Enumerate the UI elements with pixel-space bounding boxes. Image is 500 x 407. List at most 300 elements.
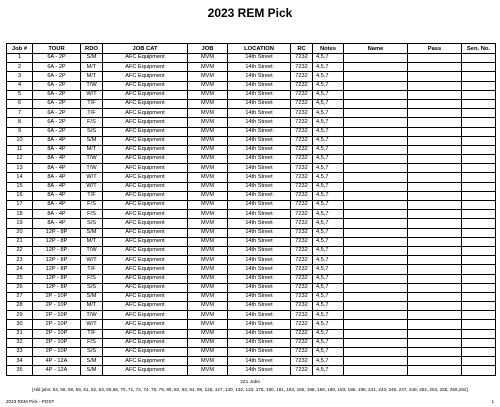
cell-name (344, 265, 408, 274)
cell-pass (408, 81, 462, 90)
cell-rc: 7232 (291, 256, 313, 265)
cell-tour: 2P - 10P (33, 302, 81, 311)
cell-name (344, 292, 408, 301)
column-header-sen-no: Sen. No. (462, 44, 496, 54)
cell-rc: 7232 (291, 63, 313, 72)
cell-tour: 12P - 8P (33, 228, 81, 237)
cell-location: 14th Street (228, 99, 291, 108)
table-row (7, 283, 496, 292)
cell-sen-no (462, 348, 496, 357)
cell-name (344, 164, 408, 173)
cell-rdo: F/S (81, 118, 103, 127)
cell-name (344, 201, 408, 210)
cell-job-number: 15 (7, 182, 33, 191)
table-row (7, 302, 496, 311)
cell-job: MVM (188, 182, 228, 191)
cell-rdo: F/S (81, 338, 103, 347)
cell-pass (408, 118, 462, 127)
job-count: 221 Jobs (240, 380, 260, 385)
cell-sen-no (462, 191, 496, 200)
cell-name (344, 348, 408, 357)
cell-job: MVM (188, 228, 228, 237)
table-row (7, 136, 496, 145)
cell-location: 14th Street (228, 54, 291, 63)
cell-job-number: 22 (7, 246, 33, 255)
table-row (7, 72, 496, 81)
cell-job-number: 5 (7, 90, 33, 99)
cell-job: MVM (188, 302, 228, 311)
cell-rc: 7232 (291, 173, 313, 182)
table-row (7, 357, 496, 366)
cell-notes: 4,5,7 (313, 118, 344, 127)
cell-rc: 7232 (291, 145, 313, 154)
cell-rdo: S/M (81, 357, 103, 366)
cell-location: 14th Street (228, 109, 291, 118)
cell-pass (408, 145, 462, 154)
cell-sen-no (462, 274, 496, 283)
cell-rdo: T/F (81, 99, 103, 108)
cell-name (344, 99, 408, 108)
cell-rc: 7232 (291, 210, 313, 219)
cell-job-number: 28 (7, 302, 33, 311)
cell-job-cat: AFC Equipment (103, 54, 188, 63)
cell-sen-no (462, 63, 496, 72)
cell-job-cat: AFC Equipment (103, 90, 188, 99)
cell-notes: 4,5,7 (313, 237, 344, 246)
cell-name (344, 155, 408, 164)
cell-sen-no (462, 155, 496, 164)
cell-sen-no (462, 54, 496, 63)
cell-job: MVM (188, 246, 228, 255)
cell-pass (408, 265, 462, 274)
cell-tour: 8A - 4P (33, 145, 81, 154)
cell-rdo: S/S (81, 127, 103, 136)
cell-notes: 4,5,7 (313, 201, 344, 210)
cell-location: 14th Street (228, 357, 291, 366)
cell-name (344, 256, 408, 265)
cell-notes: 4,5,7 (313, 311, 344, 320)
cell-rdo: T/W (81, 311, 103, 320)
cell-name (344, 145, 408, 154)
cell-location: 14th Street (228, 265, 291, 274)
cell-job-number: 19 (7, 219, 33, 228)
cell-pass (408, 127, 462, 136)
cell-job: MVM (188, 311, 228, 320)
cell-rc: 7232 (291, 136, 313, 145)
cell-rdo: W/T (81, 173, 103, 182)
cell-sen-no (462, 136, 496, 145)
cell-job-number: 17 (7, 201, 33, 210)
cell-notes: 4,5,7 (313, 246, 344, 255)
cell-name (344, 246, 408, 255)
cell-pass (408, 173, 462, 182)
cell-job-cat: AFC Equipment (103, 81, 188, 90)
cell-rc: 7232 (291, 274, 313, 283)
cell-job-number: 1 (7, 54, 33, 63)
cell-job-cat: AFC Equipment (103, 219, 188, 228)
cell-pass (408, 320, 462, 329)
cell-job-number: 26 (7, 283, 33, 292)
cell-tour: 6A - 2P (33, 127, 81, 136)
cell-job-cat: AFC Equipment (103, 292, 188, 301)
table-row (7, 246, 496, 255)
cell-job: MVM (188, 191, 228, 200)
cell-job-number: 4 (7, 81, 33, 90)
cell-job-number: 30 (7, 320, 33, 329)
cell-job-number: 34 (7, 357, 33, 366)
cell-rc: 7232 (291, 320, 313, 329)
table-row (7, 109, 496, 118)
cell-job-number: 20 (7, 228, 33, 237)
cell-notes: 4,5,7 (313, 292, 344, 301)
cell-name (344, 274, 408, 283)
cell-job-number: 18 (7, 210, 33, 219)
cell-pass (408, 109, 462, 118)
cell-sen-no (462, 118, 496, 127)
cell-job: MVM (188, 219, 228, 228)
table-row (7, 81, 496, 90)
cell-rdo: W/T (81, 256, 103, 265)
cell-tour: 12P - 8P (33, 237, 81, 246)
cell-rdo: M/T (81, 302, 103, 311)
cell-pass (408, 164, 462, 173)
cell-sen-no (462, 265, 496, 274)
cell-location: 14th Street (228, 348, 291, 357)
table-row (7, 338, 496, 347)
cell-job-cat: AFC Equipment (103, 118, 188, 127)
cell-job-cat: AFC Equipment (103, 256, 188, 265)
cell-tour: 12P - 8P (33, 274, 81, 283)
cell-tour: 6A - 2P (33, 118, 81, 127)
cell-rdo: M/T (81, 63, 103, 72)
cell-job: MVM (188, 366, 228, 375)
cell-rc: 7232 (291, 348, 313, 357)
cell-pass (408, 99, 462, 108)
cell-pass (408, 201, 462, 210)
cell-sen-no (462, 145, 496, 154)
cell-pass (408, 246, 462, 255)
cell-rdo: M/T (81, 237, 103, 246)
cell-tour: 2P - 10P (33, 338, 81, 347)
cell-job: MVM (188, 81, 228, 90)
cell-job-cat: AFC Equipment (103, 348, 188, 357)
cell-notes: 4,5,7 (313, 155, 344, 164)
cell-tour: 6A - 2P (33, 81, 81, 90)
cell-rc: 7232 (291, 81, 313, 90)
cell-rdo: T/W (81, 164, 103, 173)
cell-rc: 7232 (291, 127, 313, 136)
cell-location: 14th Street (228, 118, 291, 127)
cell-location: 14th Street (228, 81, 291, 90)
cell-tour: 8A - 4P (33, 182, 81, 191)
cell-sen-no (462, 366, 496, 375)
cell-location: 14th Street (228, 127, 291, 136)
table-row (7, 182, 496, 191)
cell-rc: 7232 (291, 219, 313, 228)
cell-pass (408, 256, 462, 265)
cell-name (344, 72, 408, 81)
cell-notes: 4,5,7 (313, 348, 344, 357)
cell-notes: 4,5,7 (313, 81, 344, 90)
cell-sen-no (462, 302, 496, 311)
cell-job-number: 11 (7, 145, 33, 154)
cell-location: 14th Street (228, 228, 291, 237)
table-row (7, 90, 496, 99)
cell-name (344, 357, 408, 366)
table-row (7, 145, 496, 154)
cell-job-cat: AFC Equipment (103, 338, 188, 347)
cell-sen-no (462, 201, 496, 210)
cell-notes: 4,5,7 (313, 283, 344, 292)
cell-rdo: M/T (81, 145, 103, 154)
cell-pass (408, 237, 462, 246)
cell-job-cat: AFC Equipment (103, 320, 188, 329)
cell-rdo: S/S (81, 348, 103, 357)
cell-location: 14th Street (228, 72, 291, 81)
cell-name (344, 329, 408, 338)
cell-job-cat: AFC Equipment (103, 99, 188, 108)
cell-rc: 7232 (291, 201, 313, 210)
cell-pass (408, 182, 462, 191)
column-header-pass: Pass (408, 44, 462, 54)
cell-notes: 4,5,7 (313, 145, 344, 154)
cell-rdo: T/W (81, 246, 103, 255)
column-header-job: JOB (188, 44, 228, 54)
cell-name (344, 210, 408, 219)
cell-job-cat: AFC Equipment (103, 72, 188, 81)
cell-tour: 2P - 10P (33, 348, 81, 357)
cell-notes: 4,5,7 (313, 63, 344, 72)
cell-rc: 7232 (291, 182, 313, 191)
cell-rdo: S/M (81, 54, 103, 63)
cell-job-cat: AFC Equipment (103, 63, 188, 72)
cell-pass (408, 366, 462, 375)
cell-location: 14th Street (228, 145, 291, 154)
cell-job-cat: AFC Equipment (103, 191, 188, 200)
cell-rc: 7232 (291, 366, 313, 375)
table-row (7, 127, 496, 136)
cell-rc: 7232 (291, 164, 313, 173)
cell-sen-no (462, 219, 496, 228)
cell-tour: 12P - 8P (33, 283, 81, 292)
cell-job: MVM (188, 329, 228, 338)
cell-rdo: F/S (81, 274, 103, 283)
cell-name (344, 173, 408, 182)
cell-job-number: 35 (7, 366, 33, 375)
cell-job: MVM (188, 118, 228, 127)
cell-rc: 7232 (291, 357, 313, 366)
cell-rdo: T/F (81, 109, 103, 118)
cell-sen-no (462, 164, 496, 173)
cell-location: 14th Street (228, 191, 291, 200)
cell-job-number: 12 (7, 155, 33, 164)
cell-location: 14th Street (228, 320, 291, 329)
cell-location: 14th Street (228, 164, 291, 173)
cell-job-cat: AFC Equipment (103, 145, 188, 154)
cell-rdo: T/W (81, 81, 103, 90)
cell-job-number: 8 (7, 118, 33, 127)
table-row (7, 311, 496, 320)
cell-job: MVM (188, 237, 228, 246)
cell-location: 14th Street (228, 173, 291, 182)
cell-tour: 6A - 2P (33, 90, 81, 99)
cell-sen-no (462, 320, 496, 329)
cell-name (344, 237, 408, 246)
cell-name (344, 219, 408, 228)
cell-location: 14th Street (228, 338, 291, 347)
page-title: 2023 REM Pick (207, 6, 293, 20)
cell-name (344, 109, 408, 118)
cell-job-number: 29 (7, 311, 33, 320)
cell-rdo: S/S (81, 283, 103, 292)
cell-tour: 6A - 2P (33, 109, 81, 118)
column-header-job-cat: JOB CAT (103, 44, 188, 54)
cell-job-cat: AFC Equipment (103, 246, 188, 255)
cell-job-number: 25 (7, 274, 33, 283)
cell-pass (408, 329, 462, 338)
cell-sen-no (462, 90, 496, 99)
cell-pass (408, 228, 462, 237)
cell-job-cat: AFC Equipment (103, 173, 188, 182)
cell-job: MVM (188, 348, 228, 357)
cell-tour: 2P - 10P (33, 311, 81, 320)
cell-notes: 4,5,7 (313, 127, 344, 136)
table-body (7, 54, 496, 376)
table-row (7, 191, 496, 200)
cell-rc: 7232 (291, 329, 313, 338)
table-row (7, 366, 496, 375)
cell-job-cat: AFC Equipment (103, 274, 188, 283)
cell-location: 14th Street (228, 63, 291, 72)
cell-pass (408, 292, 462, 301)
cell-sen-no (462, 357, 496, 366)
cell-pass (408, 155, 462, 164)
cell-tour: 6A - 2P (33, 63, 81, 72)
cell-job: MVM (188, 256, 228, 265)
cell-tour: 2P - 10P (33, 329, 81, 338)
cell-job-number: 7 (7, 109, 33, 118)
cell-job-cat: AFC Equipment (103, 283, 188, 292)
cell-job: MVM (188, 338, 228, 347)
cell-name (344, 118, 408, 127)
column-header-notes: Notes (313, 44, 344, 54)
cell-name (344, 311, 408, 320)
cell-job-number: 23 (7, 256, 33, 265)
cell-pass (408, 348, 462, 357)
cell-job: MVM (188, 283, 228, 292)
cell-location: 14th Street (228, 302, 291, 311)
cell-job-number: 14 (7, 173, 33, 182)
cell-sen-no (462, 338, 496, 347)
cell-rdo: W/T (81, 320, 103, 329)
cell-job: MVM (188, 109, 228, 118)
cell-location: 14th Street (228, 256, 291, 265)
cell-job-cat: AFC Equipment (103, 210, 188, 219)
cell-job-number: 27 (7, 292, 33, 301)
cell-rc: 7232 (291, 228, 313, 237)
cell-notes: 4,5,7 (313, 109, 344, 118)
cell-location: 14th Street (228, 246, 291, 255)
cell-tour: 12P - 8P (33, 256, 81, 265)
cell-name (344, 54, 408, 63)
cell-location: 14th Street (228, 210, 291, 219)
cell-sen-no (462, 182, 496, 191)
cell-job-number: 21 (7, 237, 33, 246)
cell-tour: 8A - 4P (33, 191, 81, 200)
cell-sen-no (462, 173, 496, 182)
cell-pass (408, 54, 462, 63)
cell-rdo: S/S (81, 219, 103, 228)
cell-rc: 7232 (291, 54, 313, 63)
cell-location: 14th Street (228, 329, 291, 338)
cell-job-cat: AFC Equipment (103, 237, 188, 246)
cell-job-cat: AFC Equipment (103, 228, 188, 237)
table-row (7, 210, 496, 219)
cell-job-cat: AFC Equipment (103, 329, 188, 338)
cell-job-cat: AFC Equipment (103, 127, 188, 136)
table-row (7, 54, 496, 63)
cell-notes: 4,5,7 (313, 265, 344, 274)
cell-rc: 7232 (291, 191, 313, 200)
cell-notes: 4,5,7 (313, 357, 344, 366)
cell-name (344, 81, 408, 90)
cell-sen-no (462, 210, 496, 219)
table-row (7, 256, 496, 265)
cell-rdo: S/M (81, 228, 103, 237)
table-row (7, 237, 496, 246)
cell-job-number: 31 (7, 329, 33, 338)
cell-location: 14th Street (228, 136, 291, 145)
cell-job: MVM (188, 63, 228, 72)
cell-sen-no (462, 127, 496, 136)
table-row (7, 219, 496, 228)
cell-tour: 8A - 4P (33, 173, 81, 182)
column-header-tour: TOUR (33, 44, 81, 54)
cell-rdo: S/M (81, 366, 103, 375)
cell-job-number: 6 (7, 99, 33, 108)
cell-rdo: S/M (81, 292, 103, 301)
cell-pass (408, 90, 462, 99)
cell-tour: 8A - 4P (33, 201, 81, 210)
cell-sen-no (462, 311, 496, 320)
cell-job-number: 2 (7, 63, 33, 72)
cell-name (344, 338, 408, 347)
cell-rdo: T/F (81, 329, 103, 338)
held-jobs-list: [Hld jobs: 54, 56, 58, 59, 61, 62, 63, 65,68, 70, 71, 72, 74, 75, 79, 80, 82, 83, 91, 98, 126, 127, 130, 132, 133, 178, 180, 181, 183, 185, 188, 189, 190, 193, 196, 198, 241, 243, 245, 247, 248, 252, 253, 255, 256,262] (32, 387, 468, 392)
cell-job-cat: AFC Equipment (103, 136, 188, 145)
cell-tour: 6A - 2P (33, 54, 81, 63)
cell-job: MVM (188, 265, 228, 274)
cell-rdo: F/S (81, 210, 103, 219)
cell-location: 14th Street (228, 283, 291, 292)
cell-job-number: 9 (7, 127, 33, 136)
cell-tour: 2P - 10P (33, 292, 81, 301)
table-row (7, 164, 496, 173)
document-label: 2023 REM Pick - POST (6, 399, 55, 404)
cell-notes: 4,5,7 (313, 329, 344, 338)
cell-rc: 7232 (291, 90, 313, 99)
cell-notes: 4,5,7 (313, 302, 344, 311)
cell-job-cat: AFC Equipment (103, 164, 188, 173)
cell-notes: 4,5,7 (313, 210, 344, 219)
cell-pass (408, 136, 462, 145)
cell-sen-no (462, 72, 496, 81)
cell-tour: 4P - 12A (33, 357, 81, 366)
column-header-job-number: Job # (7, 44, 33, 54)
cell-pass (408, 357, 462, 366)
cell-rc: 7232 (291, 283, 313, 292)
cell-job-number: 33 (7, 348, 33, 357)
